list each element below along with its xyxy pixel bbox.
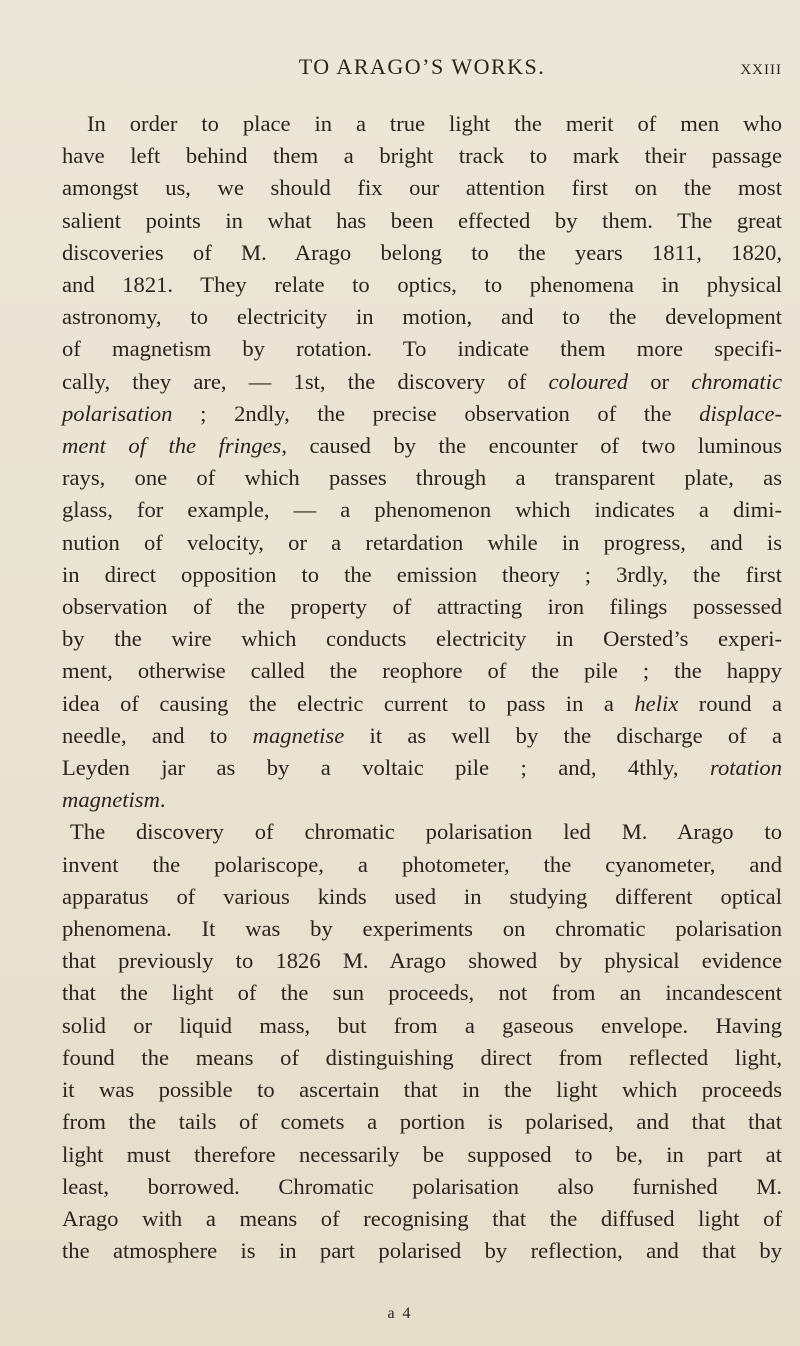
- text-line: phenomena. It was by experiments on chromatic polarisation: [62, 916, 782, 942]
- text-line: ment, otherwise called the reophore of the pile ; the happy: [62, 658, 782, 684]
- text-line: that the light of the sun proceeds, not from an incandescent: [62, 980, 782, 1006]
- text-line: apparatus of various kinds used in studying different optical: [62, 883, 782, 909]
- text-line: found the means of distinguishing direct from reflected light,: [62, 1044, 782, 1070]
- text-line: least, borrowed. Chromatic polarisation also furnished M.: [62, 1173, 782, 1199]
- text-line: by the wire which conducts electricity in Oersted’s experi-: [62, 626, 782, 652]
- text-line: salient points in what has been effected by them. The great: [62, 207, 782, 233]
- signature-mark: a 4: [387, 1305, 413, 1322]
- page-number: xxiii: [740, 54, 782, 79]
- text-line: magnetism.: [62, 787, 166, 813]
- text-line: in direct opposition to the emission theory ; 3rdly, the first: [62, 561, 782, 587]
- italic-term: ment of the fringes: [62, 433, 282, 459]
- text-line: In order to place in a true light the merit of men who: [87, 111, 782, 136]
- text-line: glass, for example, — a phenomenon which indicates a dimi-: [62, 497, 782, 523]
- running-title: TO ARAGO’S WORKS.: [298, 54, 546, 79]
- text-line: from the tails of comets a portion is polarised, and that that: [62, 1109, 782, 1135]
- text-line: and 1821. They relate to optics, to phenomena in physical: [62, 272, 782, 298]
- text-line: the atmosphere is in part polarised by reflection, and that by: [62, 1238, 782, 1264]
- text-line: nution of velocity, or a retardation while in progress, and is: [62, 529, 782, 555]
- italic-term: chromatic: [691, 368, 782, 394]
- running-head: [62, 54, 782, 86]
- text-line: it was possible to ascertain that in the light which proceeds: [62, 1077, 782, 1103]
- text-line: light must therefore necessarily be supposed to be, in part at: [62, 1141, 782, 1167]
- italic-term: helix: [634, 690, 679, 716]
- body-text: [62, 108, 782, 1267]
- text-line: solid or liquid mass, but from a gaseous envelope. Having: [62, 1012, 782, 1038]
- text-line: idea of causing the electric current to pass in a helix round a: [62, 690, 782, 716]
- text-line: Arago with a means of recognising that the diffused light of: [62, 1205, 782, 1231]
- text-line: Leyden jar as by a voltaic pile ; and, 4thly, rotation: [62, 755, 782, 781]
- text-line: rays, one of which passes through a transparent plate, as: [62, 465, 782, 491]
- italic-term: magnetise: [252, 722, 345, 748]
- text-line: ment of the fringes, caused by the encounter of two luminous: [62, 433, 782, 459]
- italic-term: displace-: [699, 400, 782, 426]
- text-line: invent the polariscope, a photometer, the cyanometer, and: [62, 851, 782, 877]
- italic-term: rotation: [710, 755, 782, 781]
- text-line: cally, they are, — 1st, the discovery of coloured or chromatic: [62, 368, 782, 394]
- italic-term: magnetism: [62, 787, 160, 813]
- text-line: The discovery of chromatic polarisation led M. Arago to: [70, 819, 782, 845]
- text-line: observation of the property of attracting iron filings possessed: [62, 594, 782, 620]
- text-line: amongst us, we should fix our attention first on the most: [62, 175, 782, 201]
- italic-term: polarisation: [62, 400, 173, 426]
- italic-term: coloured: [548, 368, 629, 394]
- text-line: discoveries of M. Arago belong to the years 1811, 1820,: [62, 239, 782, 265]
- text-line: of magnetism by rotation. To indicate them more specifi-: [62, 336, 782, 362]
- text-line: that previously to 1826 M. Arago showed by physical evidence: [62, 948, 782, 974]
- text-line: polarisation ; 2ndly, the precise observation of the displace-: [62, 400, 782, 426]
- text-line: have left behind them a bright track to mark their passage: [62, 143, 782, 169]
- text-line: astronomy, to electricity in motion, and to the development: [62, 304, 782, 330]
- text-line: needle, and to magnetise it as well by the discharge of a: [62, 722, 783, 748]
